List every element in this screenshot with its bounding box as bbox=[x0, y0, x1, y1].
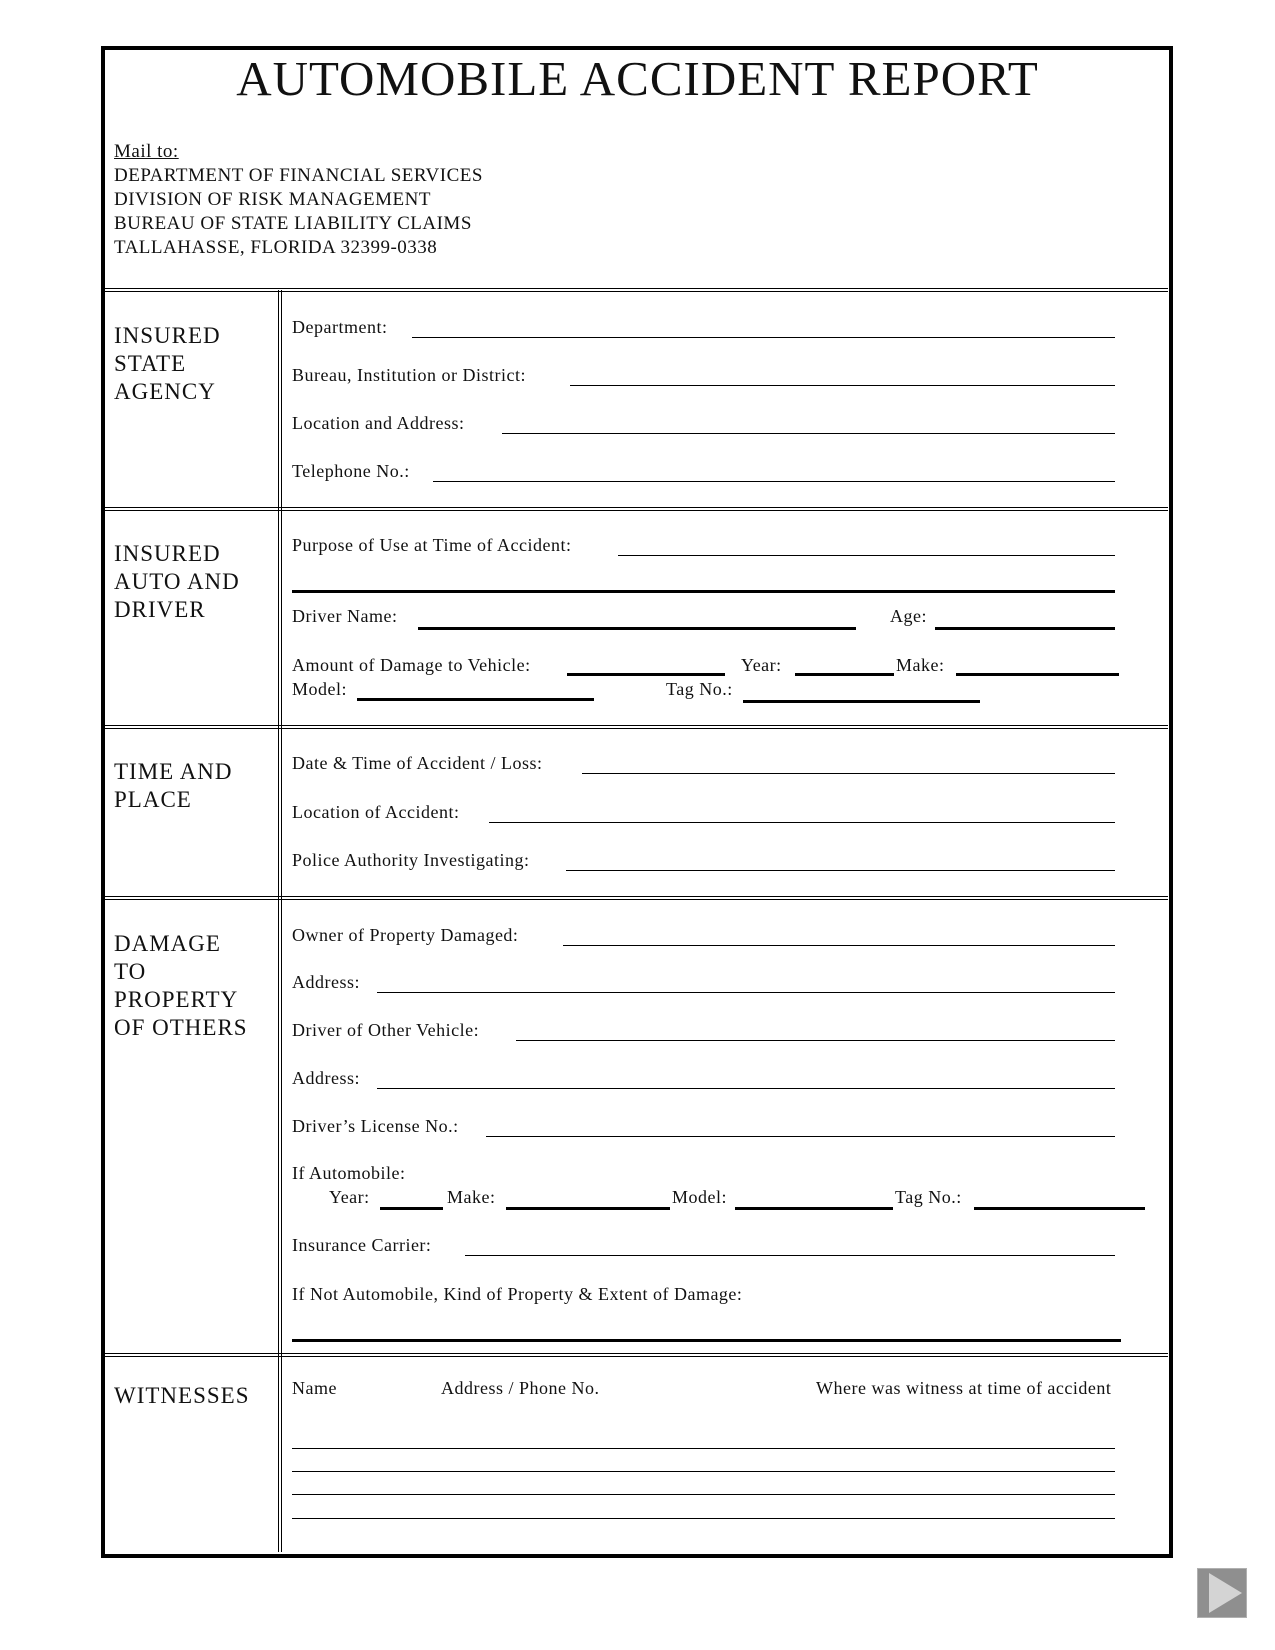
heading-line: STATE bbox=[114, 351, 187, 376]
mail-to-label: Mail to: bbox=[114, 141, 179, 162]
date-time-label: Date & Time of Accident / Loss: bbox=[292, 753, 543, 773]
property-damage-field[interactable] bbox=[292, 1339, 1121, 1342]
heading-line: DAMAGE bbox=[114, 931, 221, 956]
form-frame bbox=[101, 46, 1173, 1558]
damage-amount-label: Amount of Damage to Vehicle: bbox=[292, 655, 531, 675]
damage-amount-field[interactable] bbox=[567, 673, 725, 676]
accident-location-label: Location of Accident: bbox=[292, 802, 460, 822]
license-label: Driver’s License No.: bbox=[292, 1116, 459, 1136]
other-driver-address-field[interactable] bbox=[377, 1088, 1115, 1089]
property-damage-label: If Not Automobile, Kind of Property & Extent of Damage: bbox=[292, 1284, 743, 1304]
if-automobile-label: If Automobile: bbox=[292, 1163, 406, 1183]
other-tag-label: Tag No.: bbox=[895, 1187, 962, 1207]
other-driver-label: Driver of Other Vehicle: bbox=[292, 1020, 480, 1040]
section-heading-auto bbox=[114, 540, 240, 624]
location-address-label: Location and Address: bbox=[292, 413, 465, 433]
section-divider bbox=[104, 725, 1168, 729]
next-page-button[interactable] bbox=[1197, 1568, 1247, 1618]
mail-address-line: DEPARTMENT OF FINANCIAL SERVICES bbox=[114, 165, 483, 186]
make-field[interactable] bbox=[956, 673, 1119, 676]
other-make-label: Make: bbox=[447, 1187, 496, 1207]
witness-line[interactable] bbox=[292, 1494, 1115, 1495]
other-model-field[interactable] bbox=[735, 1207, 893, 1210]
model-label: Model: bbox=[292, 679, 347, 699]
driver-name-field[interactable] bbox=[418, 627, 856, 630]
owner-field[interactable] bbox=[563, 945, 1115, 946]
section-divider bbox=[104, 288, 1168, 292]
mail-address-line: BUREAU OF STATE LIABILITY CLAIMS bbox=[114, 213, 472, 234]
telephone-label: Telephone No.: bbox=[292, 461, 410, 481]
next-page-arrow-icon bbox=[1198, 1569, 1246, 1617]
location-address-field[interactable] bbox=[502, 433, 1115, 434]
section-divider bbox=[104, 507, 1168, 511]
heading-line: OF OTHERS bbox=[114, 1015, 248, 1040]
other-make-field[interactable] bbox=[506, 1207, 670, 1210]
accident-location-field[interactable] bbox=[489, 822, 1115, 823]
mail-address-line: DIVISION OF RISK MANAGEMENT bbox=[114, 189, 431, 210]
witness-address-header: Address / Phone No. bbox=[441, 1378, 600, 1398]
bureau-label: Bureau, Institution or District: bbox=[292, 365, 526, 385]
heading-line: AUTO AND bbox=[114, 569, 240, 594]
police-field[interactable] bbox=[566, 870, 1115, 871]
year-field[interactable] bbox=[795, 673, 894, 676]
heading-line: PROPERTY bbox=[114, 987, 239, 1012]
department-field[interactable] bbox=[412, 337, 1115, 338]
section-heading-agency bbox=[114, 322, 221, 406]
police-label: Police Authority Investigating: bbox=[292, 850, 530, 870]
section-heading-others bbox=[114, 930, 248, 1042]
heading-line: INSURED bbox=[114, 541, 221, 566]
tag-label: Tag No.: bbox=[666, 679, 733, 699]
heading-line: INSURED bbox=[114, 323, 221, 348]
heading-line: TO bbox=[114, 959, 147, 984]
other-driver-field[interactable] bbox=[516, 1040, 1115, 1041]
witness-name-header: Name bbox=[292, 1378, 337, 1398]
heading-line: AGENCY bbox=[114, 379, 216, 404]
form-title: AUTOMOBILE ACCIDENT REPORT bbox=[236, 51, 1039, 106]
other-driver-address-label: Address: bbox=[292, 1068, 360, 1088]
telephone-field[interactable] bbox=[433, 481, 1115, 482]
witness-line[interactable] bbox=[292, 1448, 1115, 1449]
age-field[interactable] bbox=[935, 627, 1115, 630]
heading-line: DRIVER bbox=[114, 597, 206, 622]
carrier-field[interactable] bbox=[465, 1255, 1115, 1256]
mail-address-line: TALLAHASSE, FLORIDA 32399-0338 bbox=[114, 237, 438, 258]
section-divider bbox=[104, 896, 1168, 900]
heading-line: TIME AND bbox=[114, 759, 233, 784]
other-model-label: Model: bbox=[672, 1187, 727, 1207]
purpose-field-line2[interactable] bbox=[292, 590, 1115, 593]
owner-address-label: Address: bbox=[292, 972, 360, 992]
license-field[interactable] bbox=[486, 1136, 1115, 1137]
model-field[interactable] bbox=[357, 698, 594, 701]
other-tag-field[interactable] bbox=[974, 1207, 1145, 1210]
age-label: Age: bbox=[890, 606, 927, 626]
purpose-field[interactable] bbox=[618, 555, 1115, 556]
driver-name-label: Driver Name: bbox=[292, 606, 398, 626]
witness-where-header: Where was witness at time of accident bbox=[816, 1378, 1112, 1398]
make-label: Make: bbox=[896, 655, 945, 675]
date-time-field[interactable] bbox=[582, 773, 1115, 774]
section-heading-time bbox=[114, 758, 233, 814]
tag-field[interactable] bbox=[743, 700, 980, 703]
column-divider bbox=[278, 290, 282, 1552]
other-year-label: Year: bbox=[329, 1187, 370, 1207]
witness-line[interactable] bbox=[292, 1471, 1115, 1472]
purpose-label: Purpose of Use at Time of Accident: bbox=[292, 535, 572, 555]
carrier-label: Insurance Carrier: bbox=[292, 1235, 432, 1255]
owner-address-field[interactable] bbox=[377, 992, 1115, 993]
other-year-field[interactable] bbox=[380, 1207, 443, 1210]
year-label: Year: bbox=[741, 655, 782, 675]
witness-line[interactable] bbox=[292, 1518, 1115, 1519]
section-divider bbox=[104, 1353, 1168, 1357]
bureau-field[interactable] bbox=[570, 385, 1115, 386]
department-label: Department: bbox=[292, 317, 388, 337]
section-heading-witnesses: WITNESSES bbox=[114, 1383, 250, 1408]
owner-label: Owner of Property Damaged: bbox=[292, 925, 519, 945]
heading-line: PLACE bbox=[114, 787, 192, 812]
